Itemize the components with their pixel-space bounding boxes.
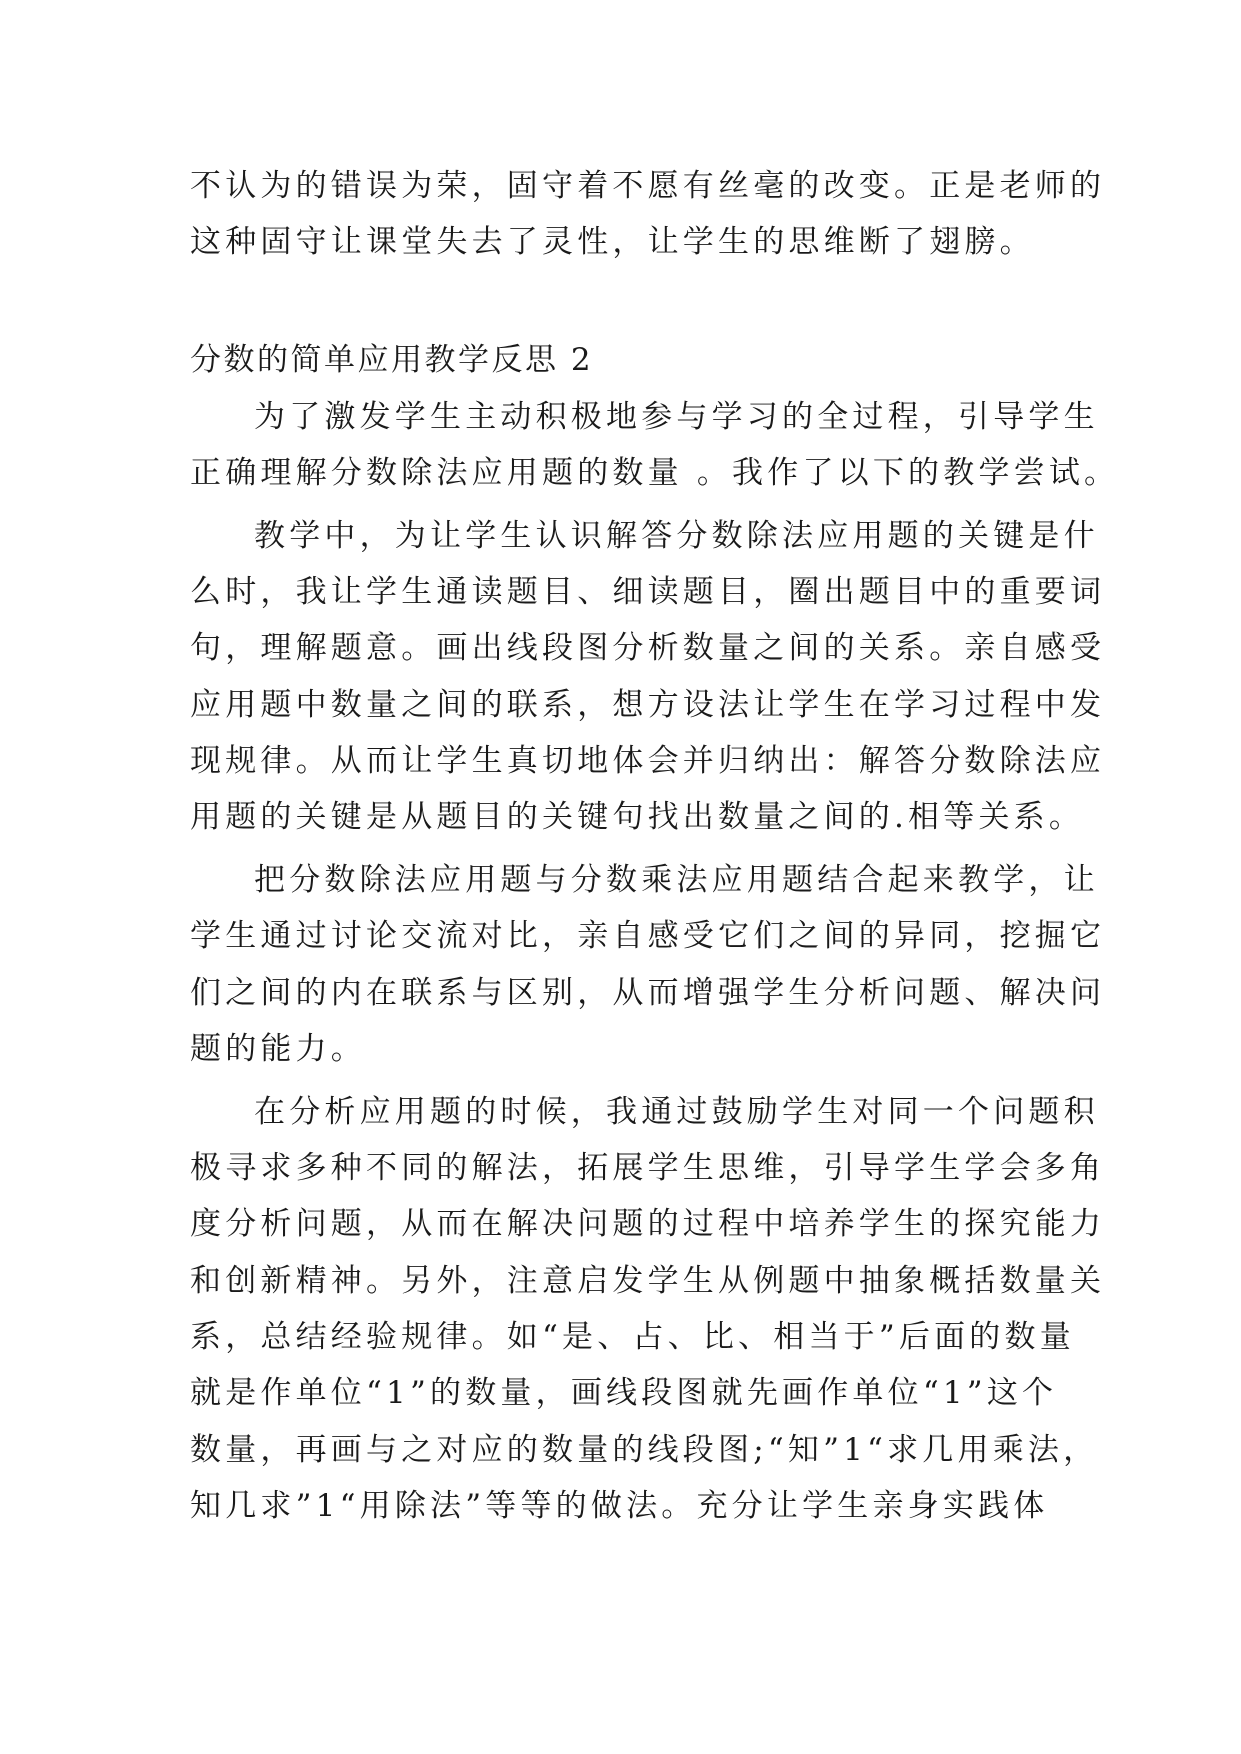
paragraph-line: 现规律。从而让学生真切地体会并归纳出：解答分数除法应 xyxy=(190,743,1106,779)
paragraph-line: 用题的关键是从题目的关键句找出数量之间的.相等关系。 xyxy=(190,799,1085,835)
paragraph-line: 们之间的内在联系与区别，从而增强学生分析问题、解决问 xyxy=(190,975,1106,1011)
paragraph-line: 系，总结经验规律。如“是、占、比、相当于”后面的数量 xyxy=(190,1319,1075,1355)
paragraph-line: 句，理解题意。画出线段图分析数量之间的关系。亲自感受 xyxy=(190,630,1106,666)
paragraph-line: 和创新精神。另外，注意启发学生从例题中抽象概括数量关 xyxy=(190,1263,1106,1299)
text-line: 这种固守让课堂失去了灵性，让学生的思维断了翅膀。 xyxy=(190,224,1035,260)
paragraph-line: 把分数除法应用题与分数乘法应用题结合起来教学，让 xyxy=(254,862,1099,898)
paragraph-line: 题的能力。 xyxy=(190,1031,366,1067)
paragraph-line: 正确理解分数除法应用题的数量 。我作了以下的教学尝试。 xyxy=(190,455,1120,491)
section-heading: 分数的简单应用教学反思 2 xyxy=(190,342,594,378)
paragraph-line: 应用题中数量之间的联系，想方设法让学生在学习过程中发 xyxy=(190,687,1106,723)
paragraph-line: 数量，再画与之对应的数量的线段图;“知”1“求几用乘法， xyxy=(190,1432,1099,1468)
paragraph-line: 为了激发学生主动积极地参与学习的全过程，引导学生 xyxy=(254,399,1099,435)
text-line: 不认为的错误为荣，固守着不愿有丝毫的改变。正是老师的 xyxy=(190,168,1106,204)
paragraph-line: 在分析应用题的时候，我通过鼓励学生对同一个问题积 xyxy=(254,1094,1099,1130)
paragraph-line: 就是作单位“1”的数量，画线段图就先画作单位“1”这个 xyxy=(190,1375,1058,1411)
paragraph-line: 极寻求多种不同的解法，拓展学生思维，引导学生学会多角 xyxy=(190,1150,1106,1186)
paragraph-line: 学生通过讨论交流对比，亲自感受它们之间的异同，挖掘它 xyxy=(190,918,1106,954)
paragraph-line: 知几求”1“用除法”等等的做法。充分让学生亲身实践体 xyxy=(190,1488,1049,1524)
paragraph-line: 么时，我让学生通读题目、细读题目，圈出题目中的重要词 xyxy=(190,574,1106,610)
paragraph-line: 教学中，为让学生认识解答分数除法应用题的关键是什 xyxy=(254,518,1099,554)
paragraph-line: 度分析问题，从而在解决问题的过程中培养学生的探究能力 xyxy=(190,1206,1106,1242)
